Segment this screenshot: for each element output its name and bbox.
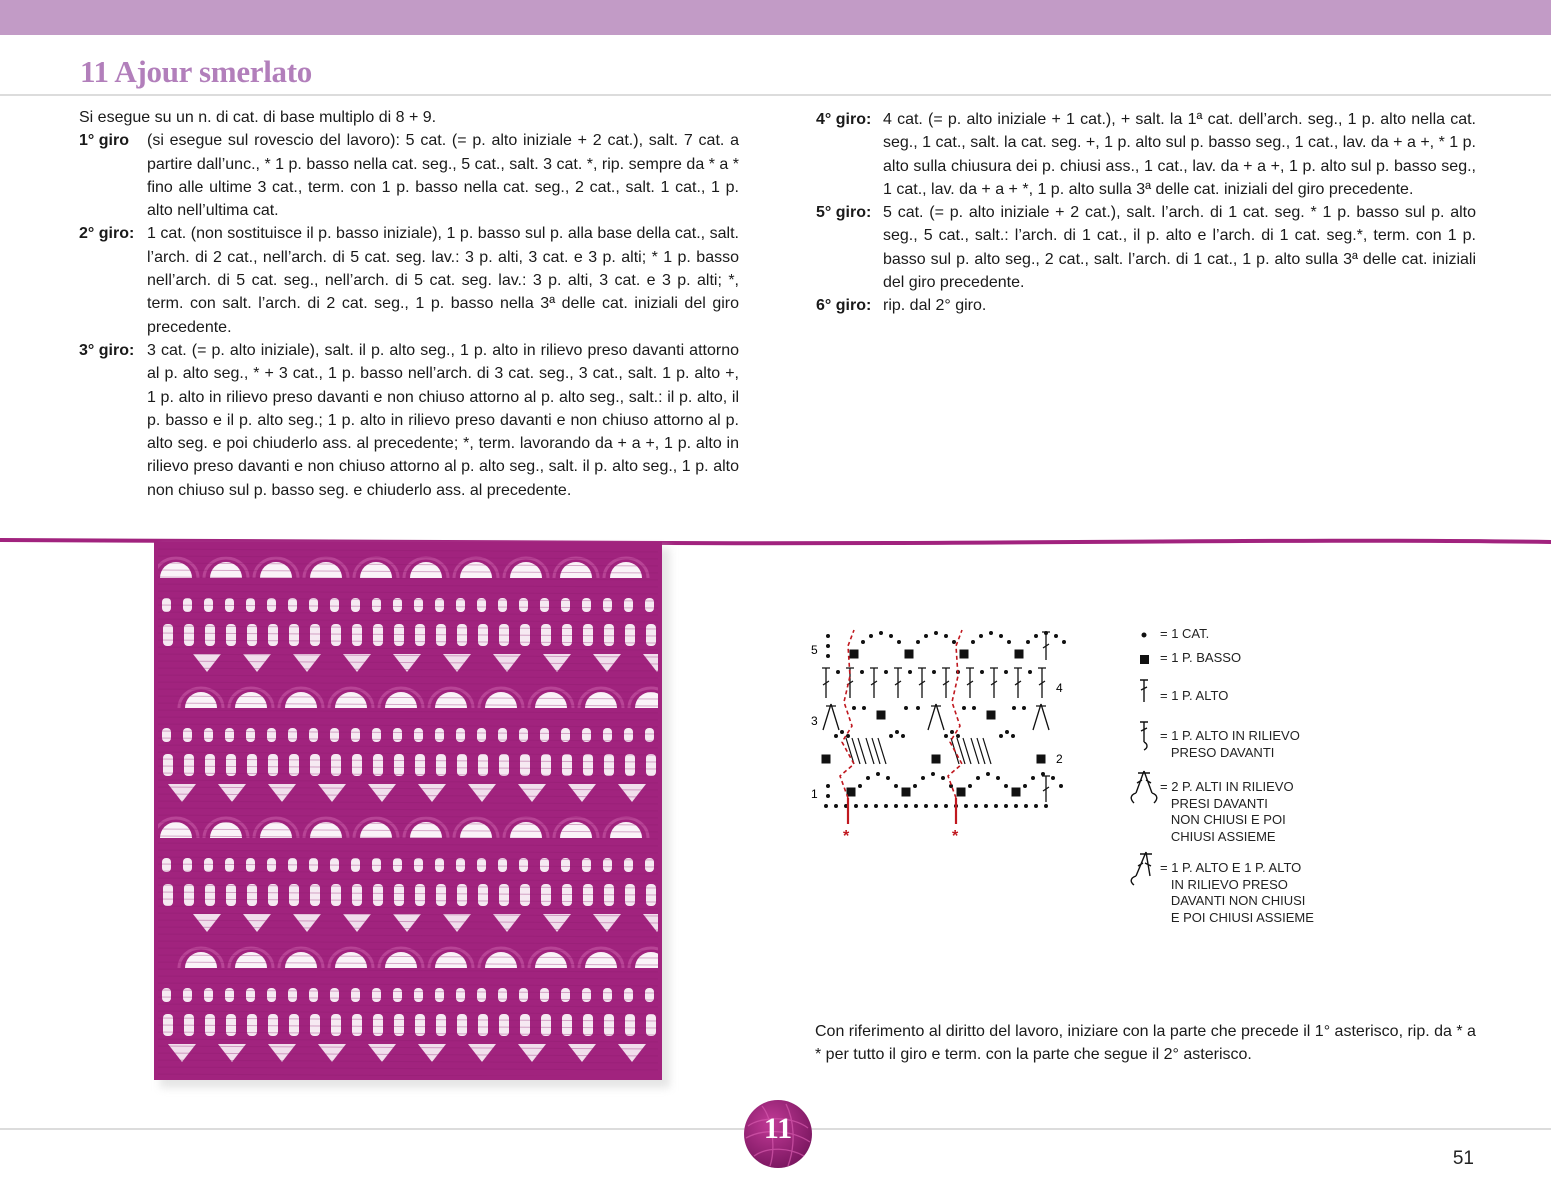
chain-dot: [836, 670, 840, 674]
chain-dot: [916, 640, 920, 644]
chain-dot: [1026, 640, 1030, 644]
row-label-3: 3: [811, 714, 818, 728]
chain-dot: [1011, 734, 1015, 738]
chain-dot: [860, 670, 864, 674]
chain-dot: [826, 644, 830, 648]
row-label-2: 2: [1056, 752, 1063, 766]
chain-dot: [994, 804, 998, 808]
chain-dot: [1031, 776, 1035, 780]
legend-dc-fpdc-tog: [1130, 860, 1314, 926]
asterisk-2: *: [952, 828, 959, 845]
chain-dot: [971, 640, 975, 644]
legend-text: = 1 P. BASSO: [1160, 650, 1242, 665]
chain-dot: [964, 804, 968, 808]
chain-dot: [944, 804, 948, 808]
asterisk-1: *: [843, 828, 850, 845]
row-label-4: 4: [1056, 681, 1063, 695]
chain-dot: [999, 634, 1003, 638]
chain-dot: [884, 670, 888, 674]
intro-text: Si esegue su un n. di cat. di base multiplo di 8 + 9.: [79, 109, 437, 126]
chain-dot: [986, 772, 990, 776]
front-post-dc-icon: [1130, 728, 1160, 761]
chain-dot: [889, 734, 893, 738]
pattern-title: 11 Ajour smerlato: [80, 54, 312, 89]
chain-dot: [996, 776, 1000, 780]
chain-dot: [1007, 640, 1011, 644]
round-label: 1° giro: [79, 132, 129, 150]
chain-dot: [931, 772, 935, 776]
chain-dot: [980, 670, 984, 674]
chain-dot: [934, 631, 938, 635]
stitch-chart-diagram: [806, 626, 1076, 846]
pattern-number-badge: 11: [763, 1112, 793, 1145]
round-5: [816, 201, 1476, 294]
chain-dot: [914, 804, 918, 808]
chain-dot: [826, 634, 830, 638]
single-crochet-mark: [902, 788, 911, 797]
single-crochet-mark: [850, 650, 859, 659]
single-crochet-mark: [1037, 755, 1046, 764]
instructions-right-column: [816, 108, 1476, 318]
chain-dot: [950, 730, 954, 734]
double-crochet-mark: [942, 668, 950, 698]
crochet-swatch-photo: [154, 542, 662, 1080]
symbol-legend: [1130, 626, 1370, 936]
chain-dot: [852, 706, 856, 710]
single-crochet-mark: [957, 788, 966, 797]
round-label: 6° giro:: [816, 297, 872, 315]
chain-dot: [826, 654, 830, 658]
chain-dot: [1034, 804, 1038, 808]
cluster-mark: [823, 704, 839, 730]
chain-dot: [976, 776, 980, 780]
legend-text: = 1 CAT.: [1160, 626, 1210, 641]
top-color-bar: [0, 0, 1551, 35]
row-label-1: 1: [811, 787, 818, 801]
chain-dot: [1051, 776, 1055, 780]
legend-text: = 2 P. ALTI IN RILIEVO PRESI DAVANTI NON CHIUSI E POI CHIUSI ASSIEME: [1160, 779, 1294, 844]
chain-dot: [834, 734, 838, 738]
round-label: 2° giro:: [79, 225, 135, 243]
chain-dot: [968, 784, 972, 788]
chain-dot: [876, 772, 880, 776]
single-crochet-mark: [1012, 788, 1021, 797]
legend-text: = 1 P. ALTO: [1160, 688, 1229, 703]
round-6: [816, 294, 1476, 317]
chain-dot: [1022, 706, 1026, 710]
title-divider: [0, 94, 1551, 96]
chain-dot: [894, 804, 898, 808]
chain-dot: [962, 706, 966, 710]
round-label: 3° giro:: [79, 341, 135, 359]
chain-dot: [1004, 784, 1008, 788]
chain-dot: [941, 776, 945, 780]
chain-dot: [889, 634, 893, 638]
repeat-instructions-note: Con riferimento al diritto del lavoro, iniziare con la parte che precede il 1° asterisco, rip. da * a * per tutto il giro e term. con la parte che segue il 2° asterisco.: [815, 1023, 1476, 1063]
round-1: [79, 129, 739, 222]
double-crochet-icon: [1130, 688, 1160, 705]
chain-dot: [895, 730, 899, 734]
chain-dot: [894, 784, 898, 788]
legend-text: = 1 P. ALTO IN RILIEVO PRESO DAVANTI: [1160, 728, 1300, 760]
double-crochet-mark: [1042, 632, 1050, 660]
round-label: 4° giro:: [816, 111, 872, 128]
round-4: [816, 108, 1476, 201]
round-text: 1 cat. (non sostituisce il p. basso iniziale), 1 p. basso sul p. alla base della cat., salt. l’arch. di 2 cat., nell’arch. di 5 cat. seg. lav.: 3 p. alti, 3 cat. e 3 p. alti; * 1 p. basso nell’arch. di 5 cat. seg., nell’arch. di 5 cat. seg. lav.: 3 p. alti, 3 cat. e 3 p. alti; *, term. con salt. l’arch. di 2 cat. seg., 1 p. basso nella 3ª delle cat. iniziali del giro precedente.: [147, 225, 739, 336]
chain-dot: [944, 634, 948, 638]
page-number: 51: [1452, 1148, 1474, 1169]
chain-dot-icon: [1130, 626, 1160, 649]
chain-dot: [854, 804, 858, 808]
chain-dot: [974, 804, 978, 808]
chain-dot: [921, 776, 925, 780]
chain-dot: [1059, 784, 1063, 788]
legend-fp-dc2tog: [1130, 779, 1294, 845]
legend-single-crochet: [1130, 650, 1241, 673]
chain-dot: [984, 804, 988, 808]
dc-fpdc-tog-icon: [1130, 860, 1160, 926]
chain-dot: [1023, 784, 1027, 788]
chain-dot: [1014, 804, 1018, 808]
instructions-left-column: [79, 106, 739, 502]
chain-dot: [846, 734, 850, 738]
chain-dot: [901, 734, 905, 738]
legend-text: = 1 P. ALTO E 1 P. ALTO IN RILIEVO PRESO DAVANTI NON CHIUSI E POI CHIUSI ASSIEME: [1160, 860, 1314, 925]
chain-dot: [1024, 804, 1028, 808]
chain-dot: [866, 776, 870, 780]
chain-dot: [904, 804, 908, 808]
round-2: [79, 222, 739, 338]
double-crochet-mark: [1042, 776, 1050, 802]
chain-dot: [916, 706, 920, 710]
row-label-5: 5: [811, 643, 818, 657]
chain-dot: [934, 804, 938, 808]
chain-dot: [858, 784, 862, 788]
chain-dot: [904, 706, 908, 710]
single-crochet-mark: [847, 788, 856, 797]
double-crochet-mark: [1038, 668, 1046, 698]
single-crochet-mark: [932, 755, 941, 764]
chain-dot: [826, 784, 830, 788]
chain-dot: [924, 804, 928, 808]
single-crochet-mark: [1015, 650, 1024, 659]
swatch-texture: [154, 542, 662, 1080]
chain-dot: [1054, 634, 1058, 638]
chain-dot: [1005, 730, 1009, 734]
chain-dot: [840, 730, 844, 734]
chain-dot: [874, 804, 878, 808]
chain-dot: [999, 734, 1003, 738]
chain-dot: [862, 706, 866, 710]
chain-dot: [826, 794, 830, 798]
chain-dot: [869, 634, 873, 638]
double-crochet-mark: [894, 668, 902, 698]
single-crochet-mark: [960, 650, 969, 659]
chain-dot: [972, 706, 976, 710]
legend-double-crochet: [1130, 688, 1228, 705]
chain-dot: [1028, 670, 1032, 674]
chain-dot: [989, 631, 993, 635]
double-crochet-mark: [822, 668, 830, 698]
chain-dot: [824, 804, 828, 808]
chain-dot: [913, 784, 917, 788]
chain-dot: [1012, 706, 1016, 710]
chain-dot: [1004, 804, 1008, 808]
round-text: (si esegue sul rovescio del lavoro): 5 cat. (= p. alto iniziale + 2 cat.), salt. 7 cat. a partire dall’unc., * 1 p. basso nella cat. seg., 5 cat., salt. 3 cat. *, rip. sempre da * a * fino alle ultime 3 cat., term. con 1 p. basso nella cat. seg., 2 cat., salt. 1 cat., 1 p. alto nell’ultima cat.: [147, 132, 739, 220]
chain-dot: [944, 734, 948, 738]
lace-pattern: [154, 542, 662, 1080]
round-text: 3 cat. (= p. alto iniziale), salt. il p. alto seg., 1 p. alto in rilievo preso davanti attorno al p. alto seg., * + 3 cat., 1 p. basso nell’arch. di 3 cat. seg., 3 cat., salt. 1 p. alto +, 1 p. alto in rilievo preso davanti e non chiuso attorno al p. alto seg., salt.: il p. alto, il p. basso e il p. alto seg.; 1 p. alto in rilievo preso davanti e non chiuso attorno al p. alto seg. e poi chiuderlo ass. al precedente; *, term. lavorando da + a +, 1 p. alto in rilievo preso davanti e non chiuso attorno al p. alto seg., salt. il p. alto seg., 1 p. alto non chiuso sul p. basso seg. e chiuderlo ass. al precedente.: [147, 341, 739, 499]
legend-front-post-dc: [1130, 728, 1300, 761]
chain-dot: [864, 804, 868, 808]
chain-dot: [1044, 804, 1048, 808]
chain-dot: [1062, 640, 1066, 644]
single-crochet-mark: [877, 711, 886, 720]
chain-dot: [886, 776, 890, 780]
chain-dot: [979, 634, 983, 638]
single-crochet-mark: [905, 650, 914, 659]
chain-dot: [956, 734, 960, 738]
chain-dot: [1034, 634, 1038, 638]
chain-dot: [834, 804, 838, 808]
legend-chain: [1130, 626, 1209, 649]
round-3: [79, 339, 739, 502]
double-crochet-mark: [918, 668, 926, 698]
chain-dot: [879, 631, 883, 635]
cluster-mark: [928, 704, 944, 730]
single-crochet-square-icon: [1130, 650, 1160, 673]
double-crochet-mark: [870, 668, 878, 698]
chain-dot: [884, 804, 888, 808]
double-crochet-mark: [990, 668, 998, 698]
single-crochet-mark: [822, 755, 831, 764]
chain-dot: [908, 670, 912, 674]
double-crochet-mark: [1014, 668, 1022, 698]
chain-dot: [861, 640, 865, 644]
fp-dc2tog-icon: [1130, 779, 1160, 845]
round-text: 4 cat. (= p. alto iniziale + 1 cat.), + salt. la 1ª cat. dell’arch. seg., 1 p. alto nella cat. seg., 1 cat., salt. la cat. seg. +, 1 p. alto sul p. basso seg., 1 cat., lav. da + a +, * 1 p. alto sulla chiusura dei p. chiusi ass., 1 cat., lav. da + a +, 1 p. alto sul p. basso seg., 1 cat., lav. da + a + *, 1 p. alto sulla 3ª delle cat. iniziali del giro precedente.: [883, 111, 1476, 198]
cluster-mark: [1033, 704, 1049, 730]
single-crochet-mark: [987, 711, 996, 720]
chain-dot: [1004, 670, 1008, 674]
chain-dot: [952, 640, 956, 644]
round-label: 5° giro:: [816, 204, 872, 222]
chain-dot: [932, 670, 936, 674]
chain-dot: [897, 640, 901, 644]
chain-dot: [924, 634, 928, 638]
double-crochet-mark: [966, 668, 974, 698]
round-text: 5 cat. (= p. alto iniziale + 2 cat.), salt. l’arch. di 1 cat. seg. * 1 p. basso sul p. alto seg., 5 cat., salt.: l’arch. di 1 cat., il p. alto e l’arch. di 1 cat. seg.*, term. con 1 p. basso sul p. alto seg., 2 cat., salt. l’arch. di 1 cat., 1 p. alto sulla 3ª delle cat. iniziali del giro precedente.: [883, 204, 1476, 292]
round-text: rip. dal 2° giro.: [883, 297, 987, 315]
